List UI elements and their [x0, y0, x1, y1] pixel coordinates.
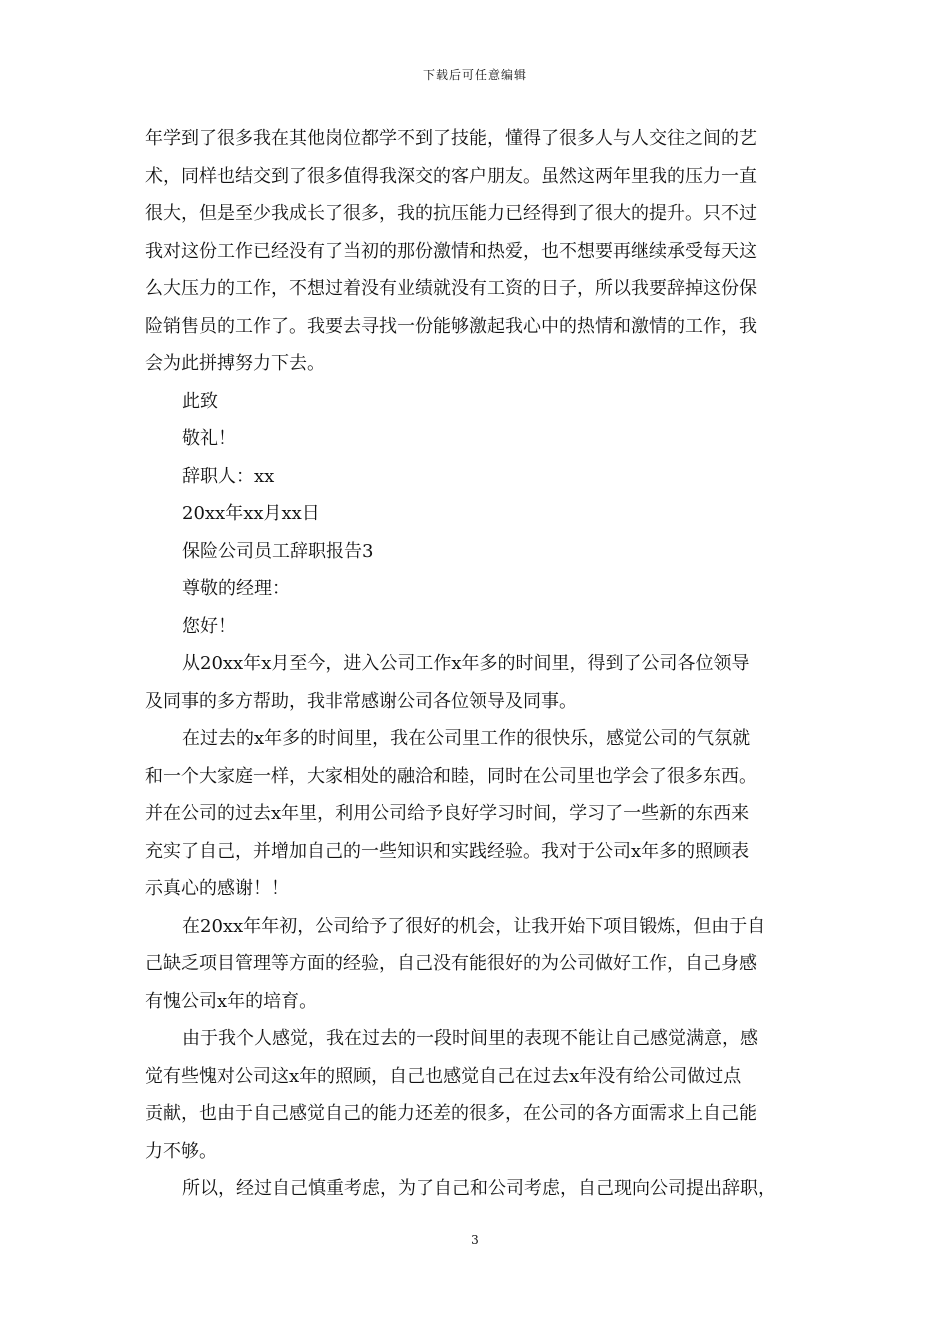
date-line: 20xx年xx月xx日	[182, 503, 320, 524]
text-line: 会为此拼搏努力下去。	[145, 353, 325, 374]
closing-regards: 敬礼！	[182, 428, 236, 449]
page-number: 3	[471, 1233, 479, 1247]
text-line: 充实了自己，并增加自己的一些知识和实践经验。我对于公司x年多的照顾表	[145, 840, 750, 862]
text-line: 在20xx年年初，公司给予了很好的机会，让我开始下项目锻炼，但由于自	[182, 915, 766, 937]
text-line: 贡献，也由于自己感觉自己的能力还差的很多，在公司的各方面需求上自己能	[145, 1103, 757, 1124]
text-line: 年学到了很多我在其他岗位都学不到了技能，懂得了很多人与人交往之间的艺	[145, 128, 757, 149]
text-line: 么大压力的工作，不想过着没有业绩就没有工资的日子，所以我要辞掉这份保	[145, 278, 757, 299]
signature-line: 辞职人：xx	[182, 465, 275, 487]
text-line: 示真心的感谢！！	[145, 878, 289, 899]
text-line: 和一个大家庭一样，大家相处的融洽和睦，同时在公司里也学会了很多东西。	[145, 765, 757, 787]
text-line: 并在公司的过去x年里，利用公司给予良好学习时间，学习了一些新的东西来	[145, 803, 750, 824]
text-line: 及同事的多方帮助，我非常感谢公司各位领导及同事。	[145, 690, 577, 712]
text-line: 我对这份工作已经没有了当初的那份激情和热爱，也不想要再继续承受每天这	[145, 240, 757, 262]
text-line: 由于我个人感觉，我在过去的一段时间里的表现不能让自己感觉满意，感	[182, 1028, 758, 1049]
text-line: 很大，但是至少我成长了很多，我的抗压能力已经得到了很大的提升。只不过	[145, 203, 757, 224]
section-title: 保险公司员工辞职报告3	[182, 540, 374, 562]
text-line: 力不够。	[145, 1140, 217, 1162]
text-line: 从20xx年x月至今，进入公司工作x年多的时间里，得到了公司各位领导	[182, 653, 750, 674]
text-line: 有愧公司x年的培育。	[145, 990, 318, 1012]
text-line: 在过去的x年多的时间里，我在公司里工作的很快乐，感觉公司的气氛就	[182, 728, 751, 749]
text-line: 术，同样也结交到了很多值得我深交的客户朋友。虽然这两年里我的压力一直	[145, 165, 757, 187]
text-line: 觉有些愧对公司这x年的照顾，自己也感觉自己在过去x年没有给公司做过点	[145, 1065, 742, 1087]
text-line: 险销售员的工作了。我要去寻找一份能够激起我心中的热情和激情的工作，我	[145, 315, 757, 337]
greeting-recipient: 尊敬的经理：	[182, 578, 290, 599]
text-line: 己缺乏项目管理等方面的经验，自己没有能很好的为公司做好工作，自己身感	[145, 953, 757, 974]
greeting: 您好！	[182, 615, 236, 637]
document-body	[145, 120, 807, 1208]
closing-salutation: 此致	[182, 390, 218, 412]
text-line: 所以，经过自己慎重考虑，为了自己和公司考虑，自己现向公司提出辞职，	[182, 1178, 776, 1199]
page-header: 下载后可任意编辑	[422, 68, 527, 82]
